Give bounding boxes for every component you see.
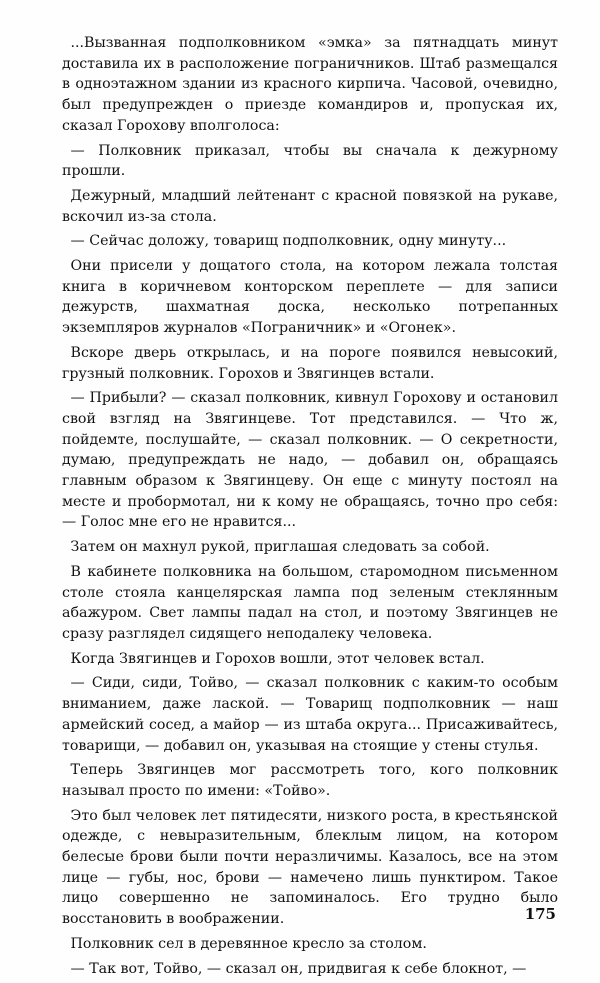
page-number: 175: [524, 905, 556, 923]
paragraph: — Сиди, сиди, Тойво, — сказал полковник с каким-то особым вниманием, даже лаской. — Товарищ подполковник — наш армейский сосед, а майор — из штаба округа... Присаживайтесь, товарищи, — добавил он, указывая на стоящие у стены стулья.: [62, 675, 558, 754]
paragraph: Они присели у дощатого стола, на котором лежала толстая книга в коричневом конторском переплете — для записи дежурств, шахматная доска, несколько потрепанных экземпляров журналов «Пограничник» и «Огонек».: [62, 258, 558, 337]
paragraph: Затем он махнул рукой, приглашая следовать за собой.: [70, 539, 490, 556]
paragraph: Когда Звягинцев и Горохов вошли, этот человек встал.: [70, 650, 485, 667]
paragraph: Полковник сел в деревянное кресло за столом.: [70, 935, 427, 952]
paragraph: — Так вот, Тойво, — сказал он, придвигая к себе блокнот, —: [70, 960, 527, 977]
paragraph: Вскоре дверь открылась, и на пороге появился невысокий, грузный полковник. Горохов и Звягинцев встали.: [62, 344, 558, 382]
paragraph: Теперь Звягинцев мог рассмотреть того, кого полковник называл просто по имени: «Тойво».: [62, 762, 558, 799]
paragraph: — Прибыли? — сказал полковник, кивнул Горохову и остановил свой взгляд на Звягинцеве. Тот представился. — Что ж, пойдемте, послушайте, — сказал полковник. — О секретности, думаю, предупреждать не надо, — добавил он, обращаясь главным образом к Звягинцеву. Он еще с минуту постоял на месте и пробормотал, ни к кому не обращаясь, точно про себя: — Голос мне его не нравится...: [62, 390, 558, 531]
paragraph: — Полковник приказал, чтобы вы сначала к дежурному прошли.: [62, 142, 558, 180]
paragraph: — Сейчас доложу, товарищ подполковник, одну минуту...: [70, 233, 507, 250]
paragraph: ...Вызванная подполковником «эмка» за пятнадцать минут доставила их в расположение пограничников. Штаб размещался в одноэтажном здании из красного кирпича. Часовой, очевидно, был предупрежден о приезде командиров и, пропуская их, сказал Горохову вполголоса:: [62, 35, 558, 134]
paragraph: Это был человек лет пятидесяти, низкого роста, в крестьянской одежде, с невыразительным, блеклым лицом, на котором белесые брови были почти неразличимы. Казалось, все на этом лице — губы, нос, брови — намечено лишь пунктиром. Такое лицо совершенно не запоминалось. Его трудно было восстановить в воображении.: [62, 807, 558, 928]
paragraph: Дежурный, младший лейтенант с красной повязкой на рукаве, вскочил из-за стола.: [62, 187, 558, 225]
paragraph: В кабинете полковника на большом, старомодном письменном столе стояла канцелярская лампа под зеленым стеклянным абажуром. Свет лампы падал на стол, и поэтому Звягинцев не сразу разглядел сидящего неподалеку человека.: [62, 563, 558, 642]
body-text: [62, 33, 558, 983]
